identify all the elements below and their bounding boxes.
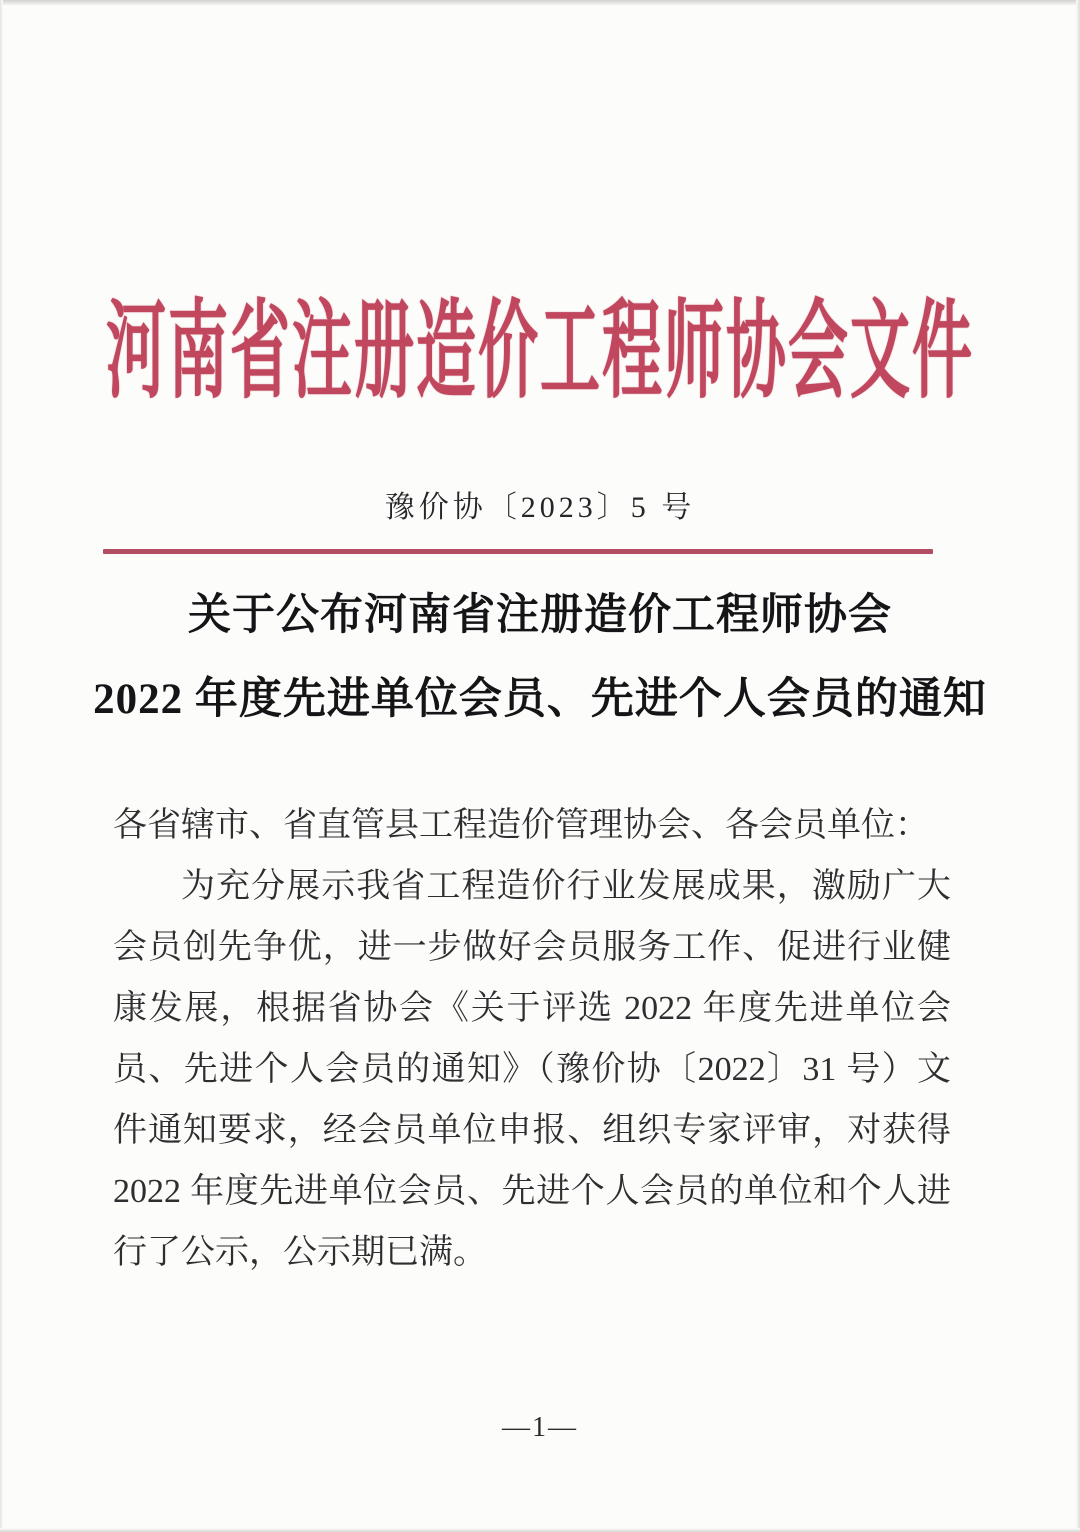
letterhead-org-title: 河南省注册造价工程师协会文件	[106, 293, 974, 411]
body-paragraph: 为充分展示我省工程造价行业发展成果，激励广大会员创先争优，进一步做好会员服务工作、促进行业健康发展，根据省协会《关于评选 2022 年度先进单位会员、先进个人会员的通知》（豫价协〔2022〕31 号）文件通知要求，经会员单位申报、组织专家评审，对获得 2022 年度先进单位会员、先进个人会员的单位和个人进行了公示，公示期已满。	[113, 868, 951, 1271]
document-title-line1: 关于公布河南省注册造价工程师协会	[188, 592, 892, 639]
document-number: 豫价协〔2023〕5 号	[384, 491, 696, 524]
letterhead	[0, 268, 1080, 418]
document-body	[113, 795, 951, 1283]
page-number: —1—	[502, 1412, 578, 1443]
scan-edge-top	[0, 0, 1080, 5]
scan-edge-bottom	[0, 1528, 1080, 1532]
red-divider-rule	[103, 549, 933, 554]
scan-edge-right	[1076, 0, 1080, 1532]
scan-edge-left	[0, 0, 3, 1532]
document-title-line2: 2022 年度先进单位会员、先进个人会员的通知	[93, 676, 987, 723]
salutation-line: 各省辖市、省直管县工程造价管理协会、各会员单位：	[113, 807, 929, 844]
document-title	[0, 590, 1080, 726]
